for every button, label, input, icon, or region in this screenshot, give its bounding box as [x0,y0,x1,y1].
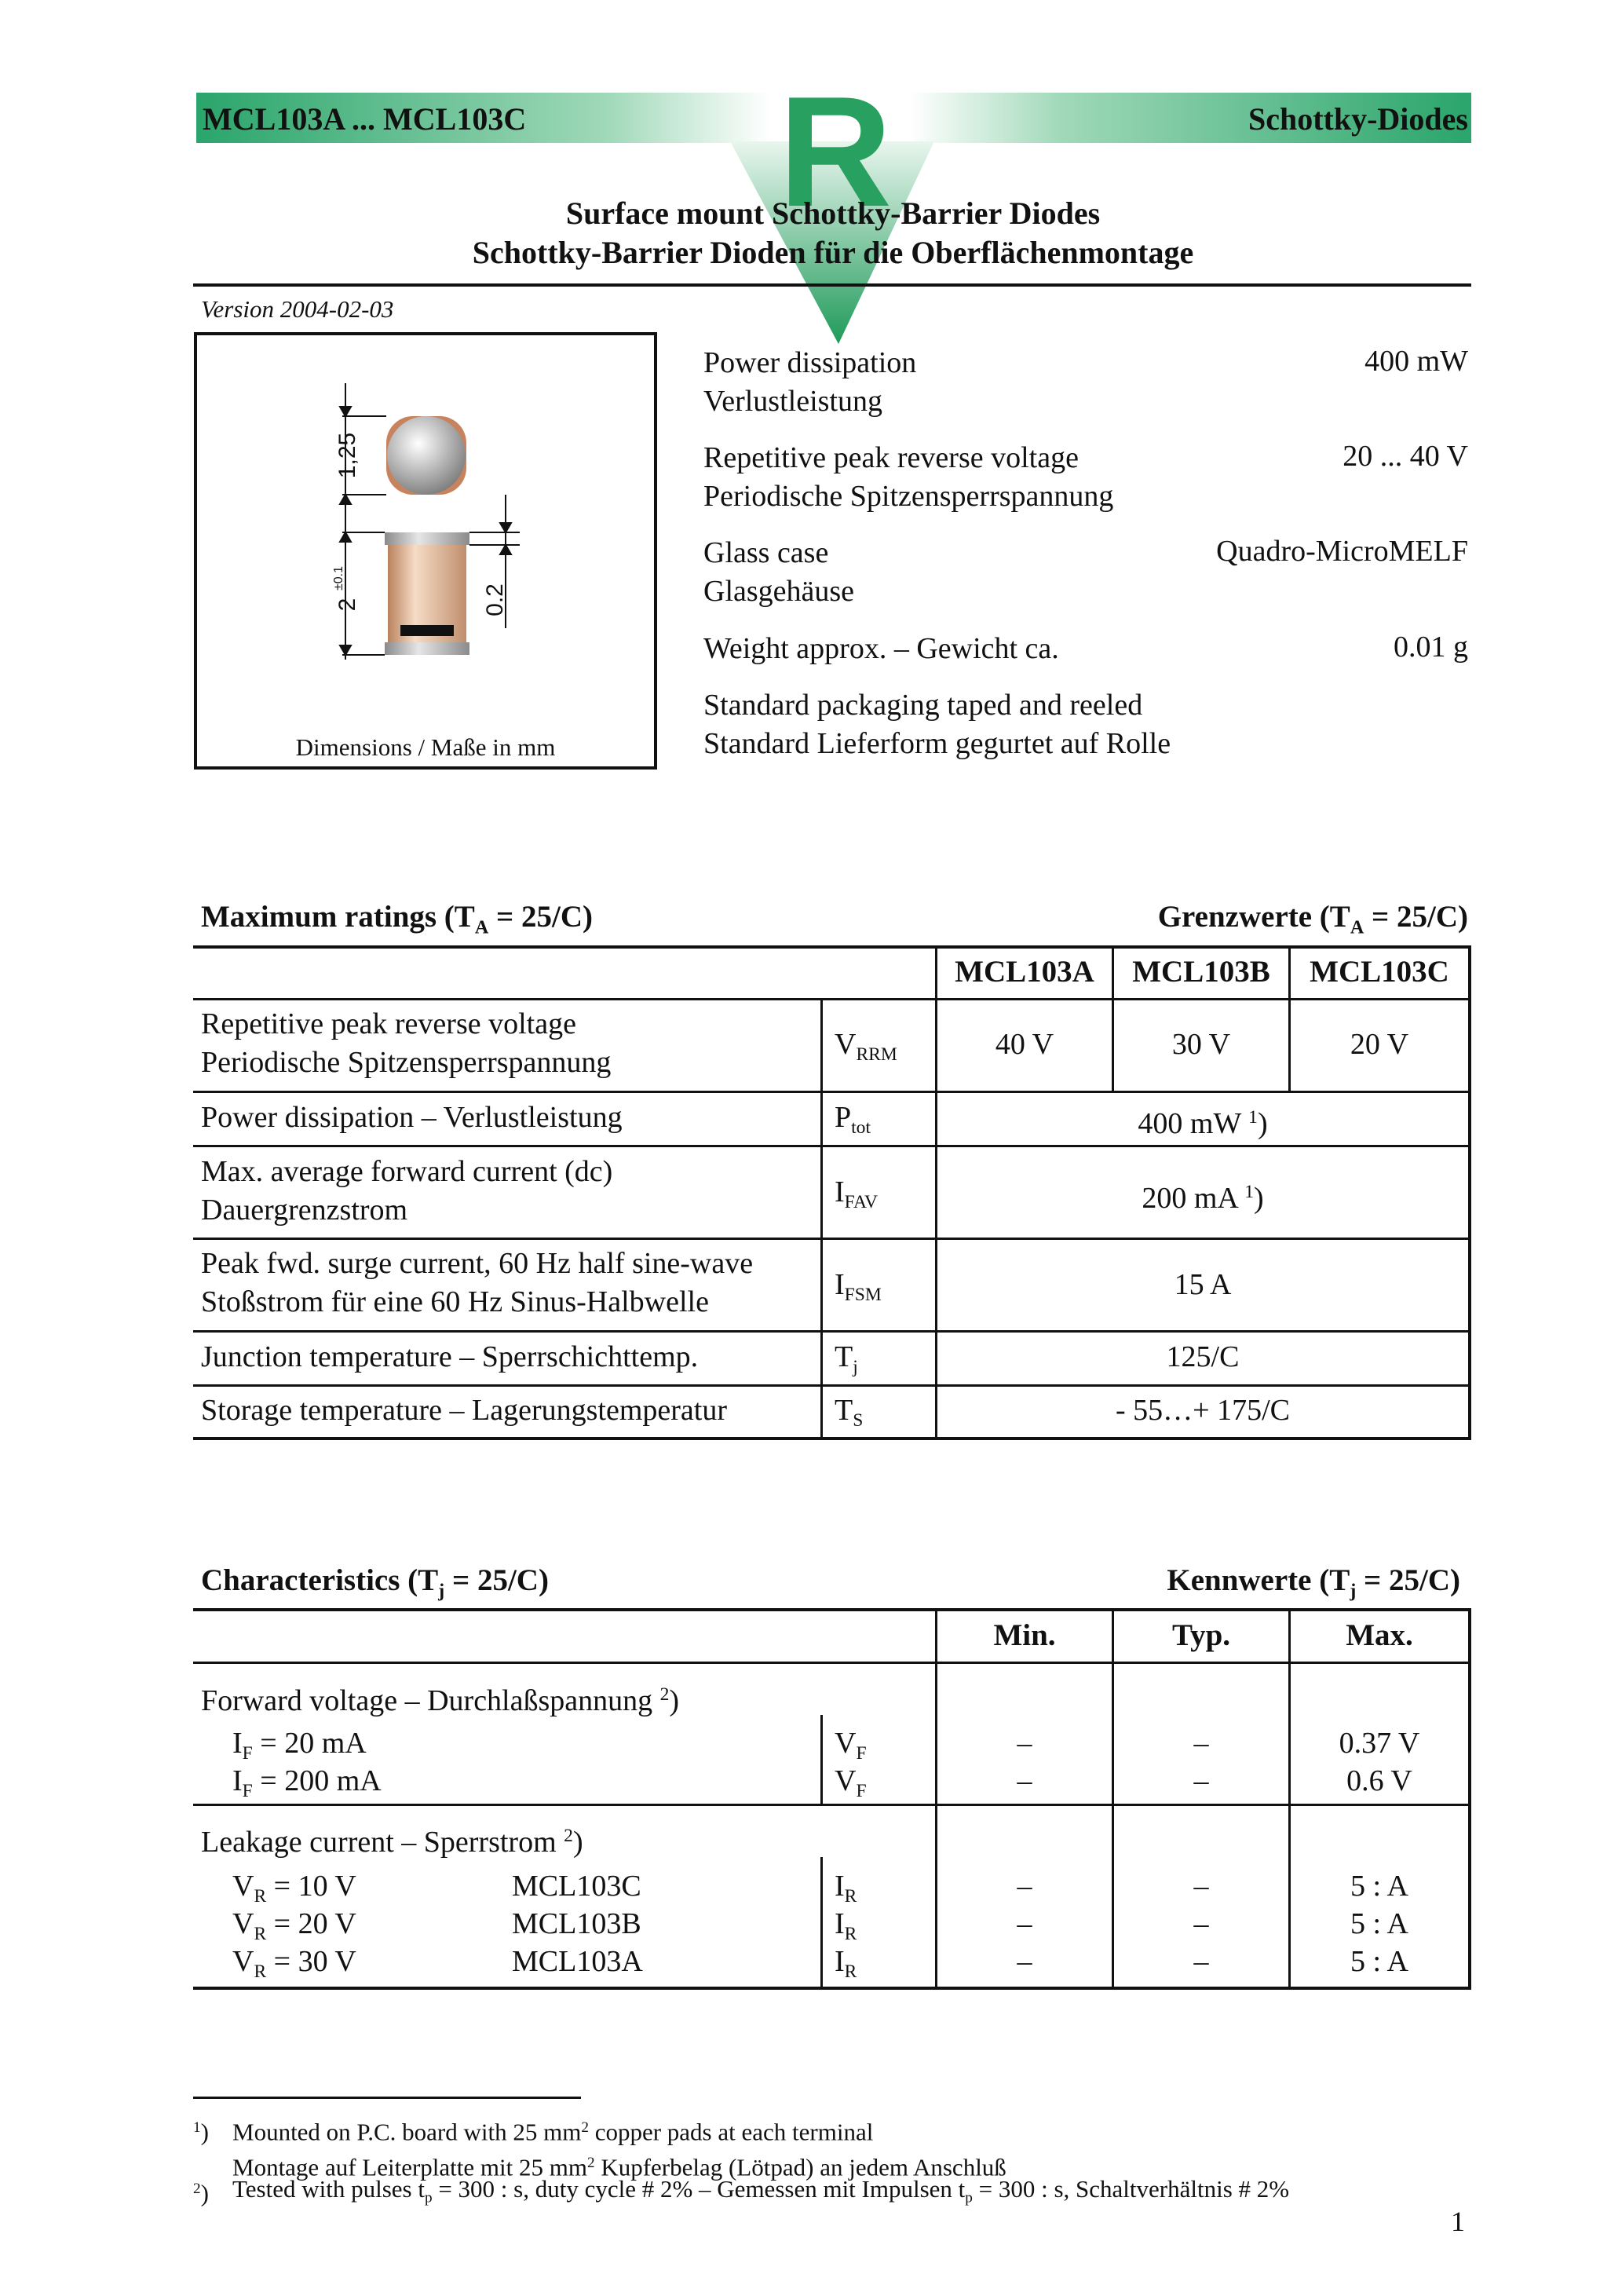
package-drawing [314,369,550,683]
spec-value: 20 ... 40 V [1343,440,1468,473]
table-cell: 30 V [1171,1028,1231,1061]
spec-de: Verlustleistung [703,385,882,418]
column-header-max: Max. [1346,1618,1413,1652]
table-cell: – [1193,1945,1209,1978]
table-cell: – [1017,1727,1032,1760]
table-cell: – [1017,1945,1032,1978]
footnote-rule [193,2097,581,2099]
spec-en: Weight approx. – Gewicht ca. [703,632,1059,665]
spec-en: Power dissipation [703,346,917,379]
spec-de: Glasgehäuse [703,575,855,608]
table-row-label: Junction temperature – Sperrschichttemp. [201,1340,699,1373]
spec-de: Standard Lieferform gegurtet auf Rolle [703,727,1171,760]
spec-en: Standard packaging taped and reeled [703,689,1143,722]
spec-power-dissipation [703,344,916,421]
table-row-label: Storage temperature – Lagerungstemperatur [201,1394,727,1427]
table-cell: 125/C [1166,1340,1240,1373]
spec-case [703,534,854,611]
condition: $I_F = 200$ mA [232,1764,382,1802]
title-german: Schottky-Barrier Dioden für die Oberflächenmontage [472,235,1194,270]
table-cell: 20 V [1350,1028,1409,1061]
table-cell: – [1193,1727,1209,1760]
dim-side-tolerance: ±0.1 [332,565,345,590]
column-header-typ: Typ. [1171,1618,1231,1652]
spec-value: 400 mW [1364,345,1468,378]
footnote-marker-2: $^2$) [193,2179,209,2207]
table-cell: 40 V [995,1028,1054,1061]
header-part-numbers: MCL103A ... MCL103C [203,101,527,137]
table-cell: 400 mW $^1$) [1138,1106,1268,1140]
table-cell: 15 A [1174,1268,1232,1301]
table-row-symbol: $I_R$ [835,1945,857,1983]
condition: $V_R = 30$ V [232,1945,356,1983]
spec-en: Repetitive peak reverse voltage [703,441,1079,474]
condition: $V_R = 20$ V [232,1907,356,1945]
footnote-1: Mounted on P.C. board with 25 $mm^2$ copper pads at each terminal Montage auf Leiterplatte mit 25 $mm^2$ Kupferbelag (Lötpad) an jedem Anschluß [232,2118,1006,2181]
footnote-marker-1: $^1$) [193,2118,209,2146]
table-row-symbol: $T_j$ [835,1340,858,1378]
column-header-min: Min. [993,1618,1056,1652]
table-row-symbol: $V_F$ [835,1727,867,1764]
dimension-caption: Dimensions / Maße in mm [295,733,556,761]
spec-reverse-voltage [703,439,1113,516]
spec-de: Periodische Spitzensperrspannung [703,480,1114,513]
table-row-symbol: $I_R$ [835,1870,857,1907]
table-cell: 200 mA $^1$) [1142,1181,1264,1215]
group-label-leakage-current: Leakage current – Sperrstrom $^2$) [201,1825,583,1859]
version-label: Version 2004-02-03 [201,295,394,323]
table-cell: 0.37 V [1339,1727,1420,1760]
header-rule [193,283,1471,287]
spec-packaging [703,686,1171,763]
group-label-forward-voltage: Forward voltage – Durchlaßspannung $^2$) [201,1684,680,1717]
table-row-symbol: $T_S$ [835,1394,864,1431]
table-row-label: Power dissipation – Verlustleistung [201,1101,623,1134]
table-cell: 5 : A [1350,1945,1408,1978]
table-row-symbol: $V_{RRM}$ [835,1028,897,1066]
condition: $I_F = 20$ mA [232,1727,367,1764]
table-cell: 5 : A [1350,1870,1408,1903]
characteristics-title-de: Kennwerte $(T_j = 25/C)$ [1167,1563,1460,1602]
table-cell: – [1017,1764,1032,1797]
dim-top-label: 1,25 [334,432,360,479]
table-cell: – [1193,1907,1209,1940]
table-row-symbol: $I_{FSM}$ [835,1268,882,1306]
page-number: 1 [1451,2206,1465,2237]
column-header: MCL103C [1310,955,1449,989]
dim-right-label: 0.2 [482,583,508,616]
table-cell: 0.6 V [1346,1764,1412,1797]
type-label: MCL103A [512,1945,643,1978]
characteristics-title: Characteristics $(T_j = 25/C)$ [201,1563,549,1602]
type-label: MCL103B [512,1907,641,1940]
table-row-symbol: $V_F$ [835,1764,867,1802]
max-ratings-title: Maximum ratings $(T_A = 25/C)$ [201,900,593,938]
column-header: MCL103B [1132,955,1270,989]
spec-value: Quadro-MicroMELF [1216,535,1468,568]
table-cell: - 55…+ 175/C [1116,1394,1290,1427]
title-english: Surface mount Schottky-Barrier Diodes [565,196,1101,231]
condition: $V_R = 10$ V [232,1870,356,1907]
table-row-symbol: $P_{tot}$ [835,1101,871,1139]
table-row-label: Peak fwd. surge current, 60 Hz half sine-wave Stoßstrom für eine 60 Hz Sinus-Halbwelle [201,1247,754,1318]
spec-value: 0.01 g [1394,631,1468,664]
table-cell: – [1193,1764,1209,1797]
spec-weight [703,630,1059,668]
table-cell: – [1193,1870,1209,1903]
header-category: Schottky-Diodes [1248,101,1468,137]
table-row-label: Repetitive peak reverse voltage Periodische Spitzensperrspannung [201,1007,612,1079]
type-label: MCL103C [512,1870,641,1903]
table-row-symbol: $I_{FAV}$ [835,1175,878,1213]
table-row-label: Max. average forward current (dc) Dauergrenzstrom [201,1155,613,1227]
table-cell: 5 : A [1350,1907,1408,1940]
max-ratings-title-de: Grenzwerte $(T_A = 25/C)$ [1157,900,1468,938]
spec-en: Glass case [703,536,829,569]
svg-text:R: R [778,79,893,239]
column-header: MCL103A [955,955,1094,989]
table-row-symbol: $I_R$ [835,1907,857,1945]
dim-side-label: 2 [334,598,360,612]
footnote-2: Tested with pulses $t_p = 300$ : s, duty cycle # 2% – Gemessen mit Impulsen $t_p = 300$ : s, Schaltverhältnis # 2% [232,2175,1290,2206]
table-cell: – [1017,1907,1032,1940]
table-cell: – [1017,1870,1032,1903]
